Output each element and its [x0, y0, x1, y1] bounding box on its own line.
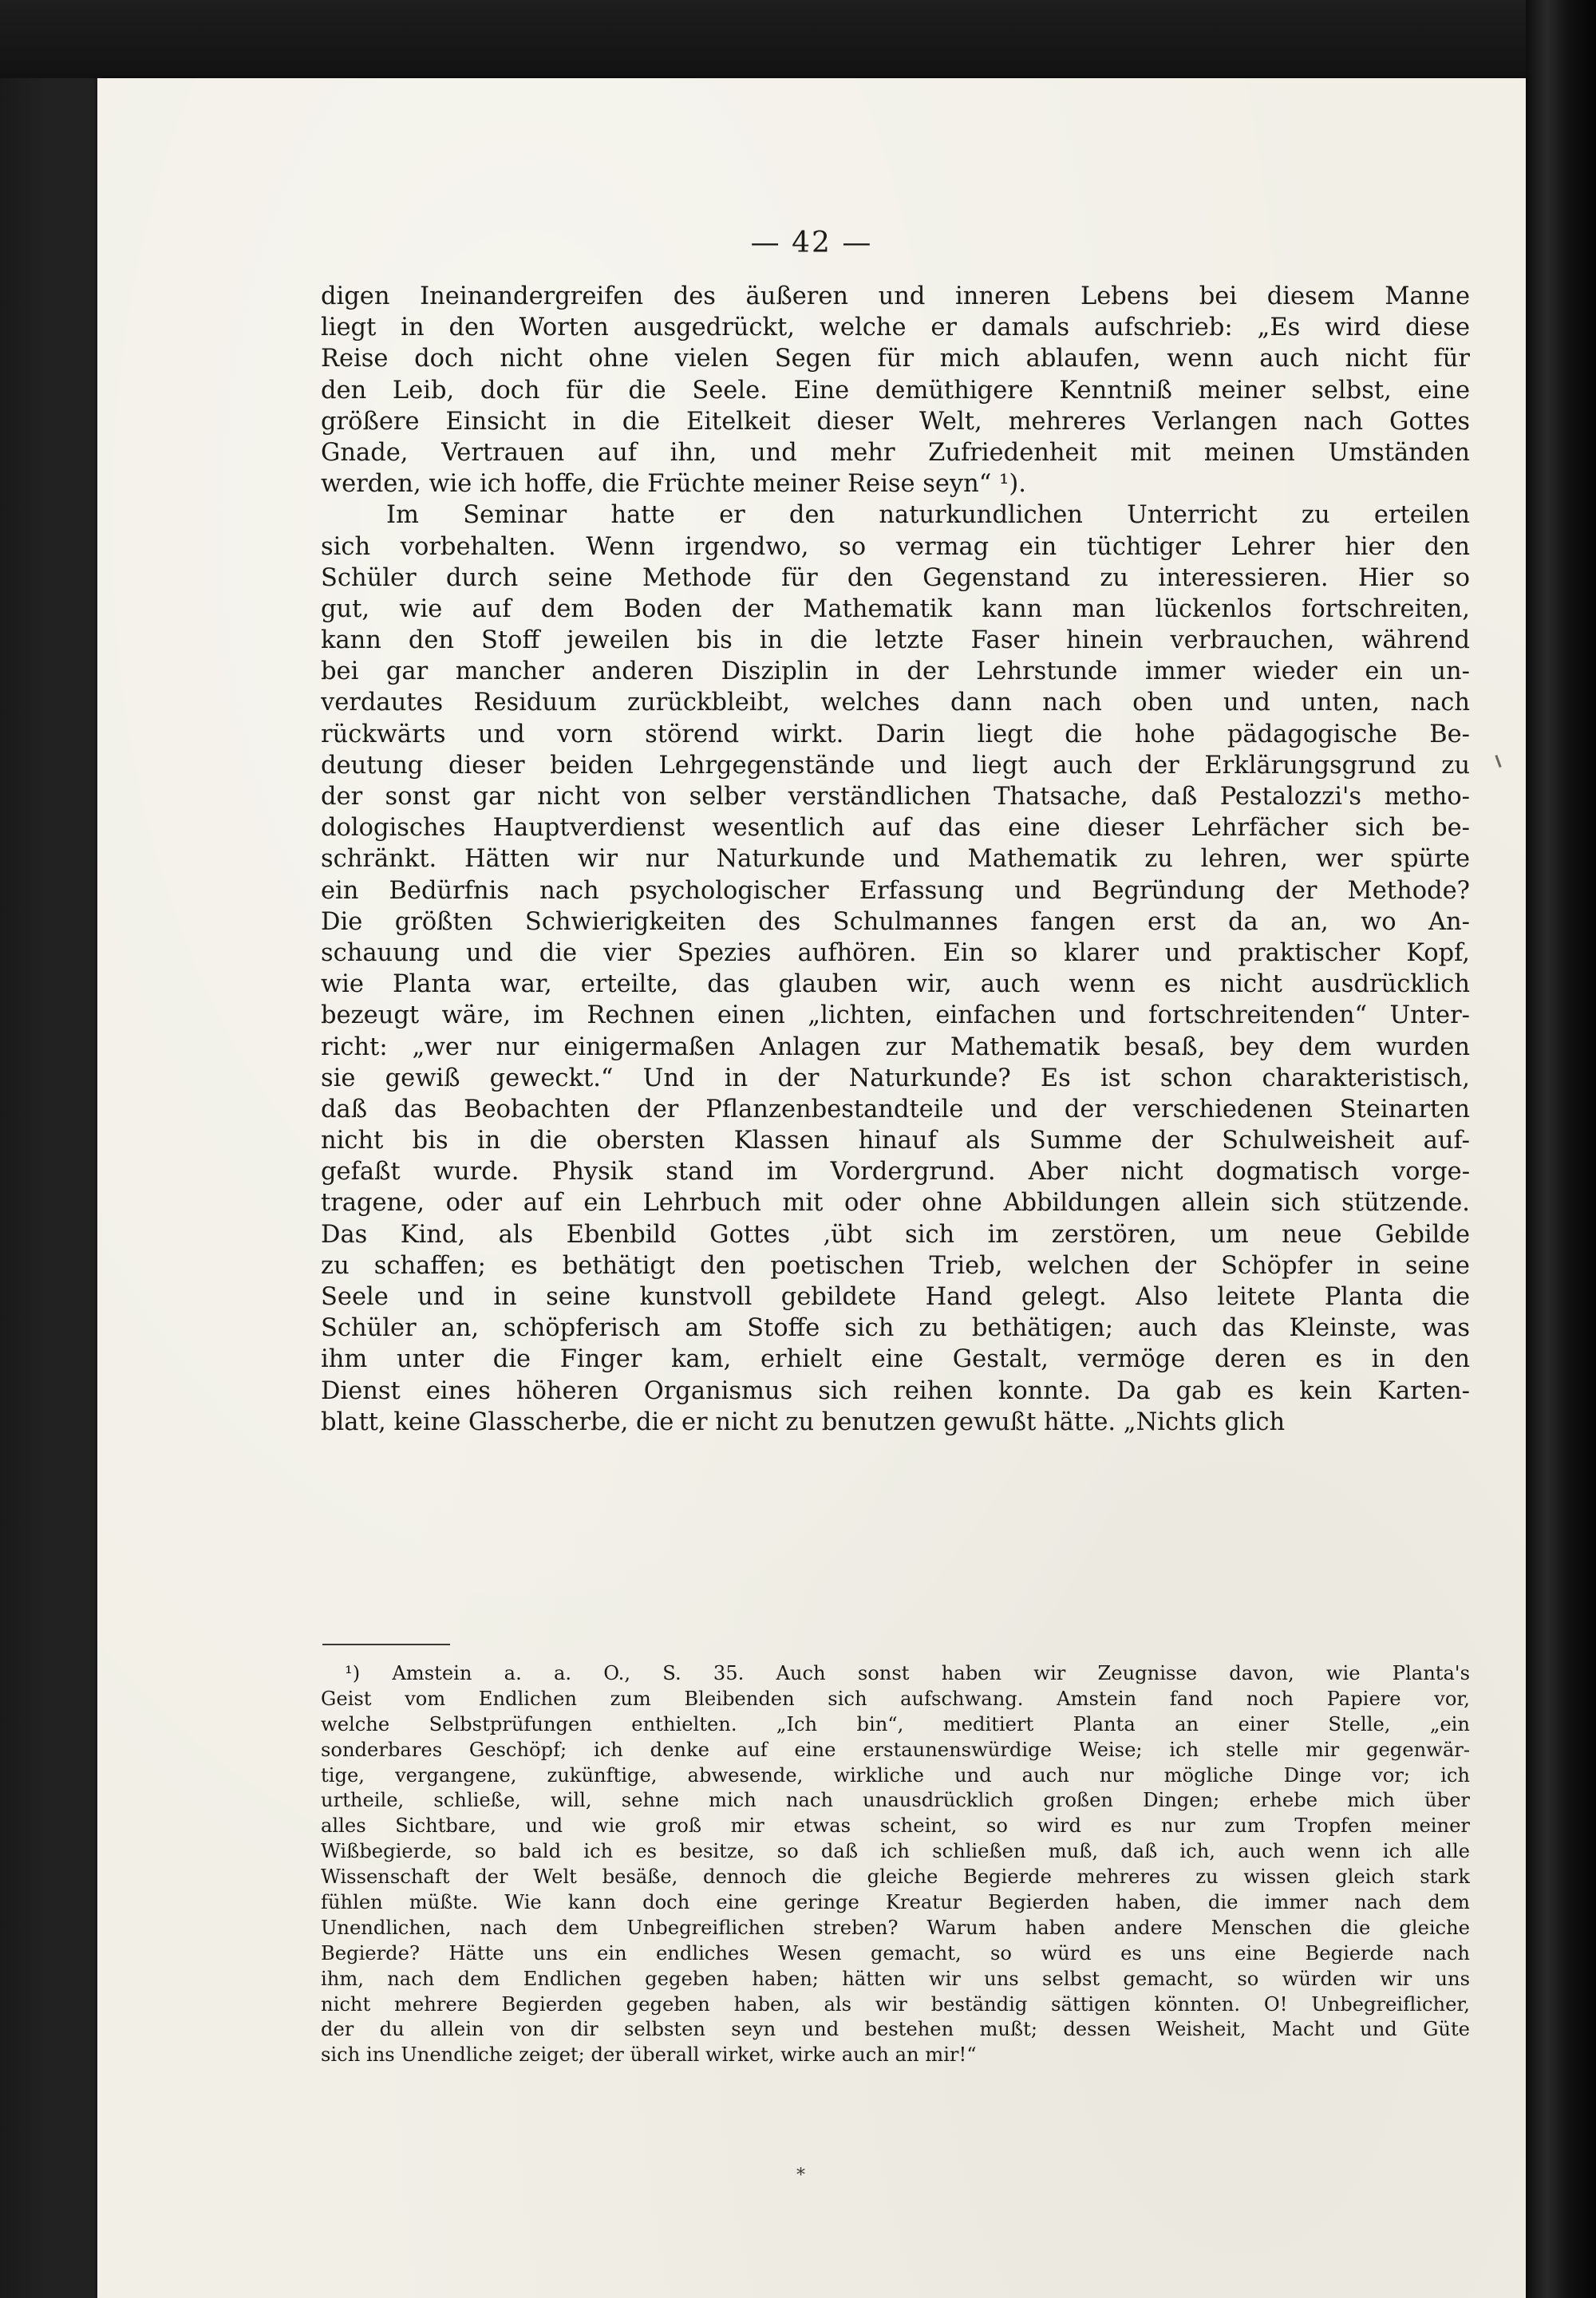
- text-line: digen Ineinandergreifen des äußeren und inneren Lebens bei diesem Manne: [321, 282, 1470, 310]
- text-line: blatt, keine Glasscherbe, die er nicht zu benutzen gewußt hätte. „Nichts glich: [321, 1408, 1286, 1436]
- text-line: richt: „wer nur einigermaßen Anlagen zur Mathematik besaß, bey dem wurden: [321, 1033, 1470, 1061]
- footnote-line: sich ins Unendliche zeiget; der überall wirket, wirke auch an mir!“: [321, 2043, 977, 2067]
- text-line: dologisches Hauptverdienst wesentlich auf das eine dieser Lehrfächer sich be-: [321, 814, 1470, 843]
- text-line: verdautes Residuum zurückbleibt, welches dann nach oben und unten, nach: [321, 689, 1470, 717]
- text-line: schränkt. Hätten wir nur Naturkunde und Mathematik zu lehren, wer spürte: [321, 845, 1470, 874]
- text-line: deutung dieser beiden Lehrgegenstände und liegt auch der Erklärungsgrund zu: [321, 751, 1470, 780]
- text-line: liegt in den Worten ausgedrückt, welche er damals aufschrieb: „Es wird diese: [321, 314, 1470, 342]
- footnote-line: ¹) Amstein a. a. O., S. 35. Auch sonst haben wir Zeugnisse davon, wie Planta's: [345, 1662, 1470, 1684]
- book-fore-edge: [1526, 0, 1596, 2298]
- footnote-line: alles Sichtbare, und wie groß mir etwas scheint, so wird es nur zum Tropfen meiner: [321, 1814, 1470, 1838]
- footnote-line: ihm, nach dem Endlichen gegeben haben; hätten wir uns selbst gemacht, so würden wir uns: [321, 1967, 1470, 1990]
- footnote-line: urtheile, schließe, will, sehne mich nach unausdrücklich großen Dingen; erhebe mich über: [321, 1789, 1470, 1812]
- text-line: bezeugt wäre, im Rechnen einen „lichten, einfachen und fortschreitenden“ Unter-: [321, 1001, 1470, 1030]
- main-text: [321, 281, 1470, 1438]
- footnote-separator: [322, 1644, 450, 1645]
- footnote-line: welche Selbstprüfungen enthielten. „Ich bin“, meditiert Planta an einer Stelle, „ein: [321, 1712, 1470, 1735]
- footnote-line: der du allein von dir selbsten seyn und bestehen mußt; dessen Weisheit, Macht und Güte: [321, 2018, 1470, 2041]
- text-line: daß das Beobachten der Pflanzenbestandteile und der verschiedenen Steinarten: [321, 1095, 1470, 1123]
- text-line: Schüler an, schöpferisch am Stoffe sich zu bethätigen; auch das Kleinste, was: [321, 1314, 1470, 1343]
- text-line: größere Einsicht in die Eitelkeit dieser Welt, mehreres Verlangen nach Gottes: [321, 407, 1470, 436]
- text-line: Reise doch nicht ohne vielen Segen für mich ablaufen, wenn auch nicht für: [321, 345, 1470, 373]
- footnote-line: sonderbares Geschöpf; ich denke auf eine erstaunenswürdige Weise; ich stelle mir gegenwär-: [321, 1738, 1470, 1761]
- text-line: zu schaffen; es bethätigt den poetischen Trieb, welchen der Schöpfer in seine: [321, 1251, 1470, 1280]
- scan-top-edge: [0, 0, 1526, 78]
- text-line: Die größten Schwierigkeiten des Schulmannes fangen erst da an, wo An-: [321, 907, 1470, 936]
- book-page: [97, 78, 1526, 2298]
- footnotes: [321, 1661, 1470, 2068]
- text-line: nicht bis in die obersten Klassen hinauf als Summe der Schulweisheit auf-: [321, 1127, 1470, 1155]
- footnote-line: fühlen müßte. Wie kann doch eine geringe Kreatur Begierden haben, die immer nach dem: [321, 1891, 1470, 1914]
- text-line: ihm unter die Finger kam, erhielt eine Gestalt, vermöge deren es in den: [321, 1345, 1470, 1374]
- text-line: der sonst gar nicht von selber verständlichen Thatsache, daß Pestalozzi's metho-: [321, 783, 1470, 811]
- text-line: bei gar mancher anderen Disziplin in der Lehrstunde immer wieder ein un-: [321, 657, 1470, 686]
- footnote-line: nicht mehrere Begierden gegeben haben, als wir beständig sättigen könnten. O! Unbegreiflicher,: [321, 1992, 1470, 2016]
- text-line: gefaßt wurde. Physik stand im Vordergrund. Aber nicht dogmatisch vorge-: [321, 1158, 1470, 1187]
- text-line: Gnade, Vertrauen auf ihn, und mehr Zufriedenheit mit meinen Umständen: [321, 438, 1470, 467]
- footnote-line: Geist vom Endlichen zum Bleibenden sich aufschwang. Amstein fand noch Papiere vor,: [321, 1687, 1470, 1710]
- text-line: kann den Stoff jeweilen bis in die letzte Faser hinein verbrauchen, während: [321, 626, 1470, 655]
- text-line: wie Planta war, erteilte, das glauben wir, auch wenn es nicht ausdrücklich: [321, 970, 1470, 999]
- text-line: den Leib, doch für die Seele. Eine demüthigere Kenntniß meiner selbst, eine: [321, 376, 1470, 405]
- page-number: — 42 —: [750, 227, 873, 259]
- text-line: Das Kind, als Ebenbild Gottes ,übt sich im zerstören, um neue Gebilde: [321, 1220, 1470, 1249]
- text-line: tragene, oder auf ein Lehrbuch mit oder ohne Abbildungen allein sich stützende.: [321, 1189, 1470, 1218]
- footnote-line: tige, vergangene, zukünftige, abwesende, wirkliche und auch nur mögliche Dinge vor; ich: [321, 1763, 1470, 1787]
- text-line: ein Bedürfnis nach psychologischer Erfassung und Begründung der Methode?: [321, 876, 1470, 905]
- text-line: Seele und in seine kunstvoll gebildete Hand gelegt. Also leitete Planta die: [321, 1283, 1470, 1311]
- text-line: rückwärts und vorn störend wirkt. Darin liegt die hohe pädagogische Be-: [321, 720, 1470, 748]
- footnote-line: Begierde? Hätte uns ein endliches Wesen gemacht, so würd es uns eine Begierde nach: [321, 1941, 1470, 1964]
- text-line: Schüler durch seine Methode für den Gegenstand zu interessieren. Hier so: [321, 563, 1470, 592]
- text-line: sie gewiß geweckt.“ Und in der Naturkunde? Es ist schon charakteristisch,: [321, 1064, 1470, 1092]
- text-line: Im Seminar hatte er den naturkundlichen Unterricht zu erteilen: [386, 501, 1470, 530]
- text-line: werden, wie ich hoffe, die Früchte meiner Reise seyn“ ¹).: [321, 470, 1026, 499]
- text-line: gut, wie auf dem Boden der Mathematik kann man lückenlos fortschreiten,: [321, 594, 1470, 623]
- text-line: sich vorbehalten. Wenn irgendwo, so vermag ein tüchtiger Lehrer hier den: [321, 532, 1470, 561]
- text-line: schauung und die vier Spezies aufhören. Ein so klarer und praktischer Kopf,: [321, 938, 1470, 967]
- printer-mark: *: [796, 2166, 805, 2185]
- footnote-line: Unendlichen, nach dem Unbegreiflichen streben? Warum haben andere Menschen die gleiche: [321, 1916, 1470, 1939]
- text-line: Dienst eines höheren Organismus sich reihen konnte. Da gab es kein Karten-: [321, 1376, 1470, 1405]
- footnote-line: Wißbegierde, so bald ich es besitze, so daß ich schließen muß, daß ich, auch wenn ich alle: [321, 1840, 1470, 1863]
- footnote-line: Wissenschaft der Welt besäße, dennoch die gleiche Begierde mehreres zu wissen gleich stark: [321, 1866, 1470, 1889]
